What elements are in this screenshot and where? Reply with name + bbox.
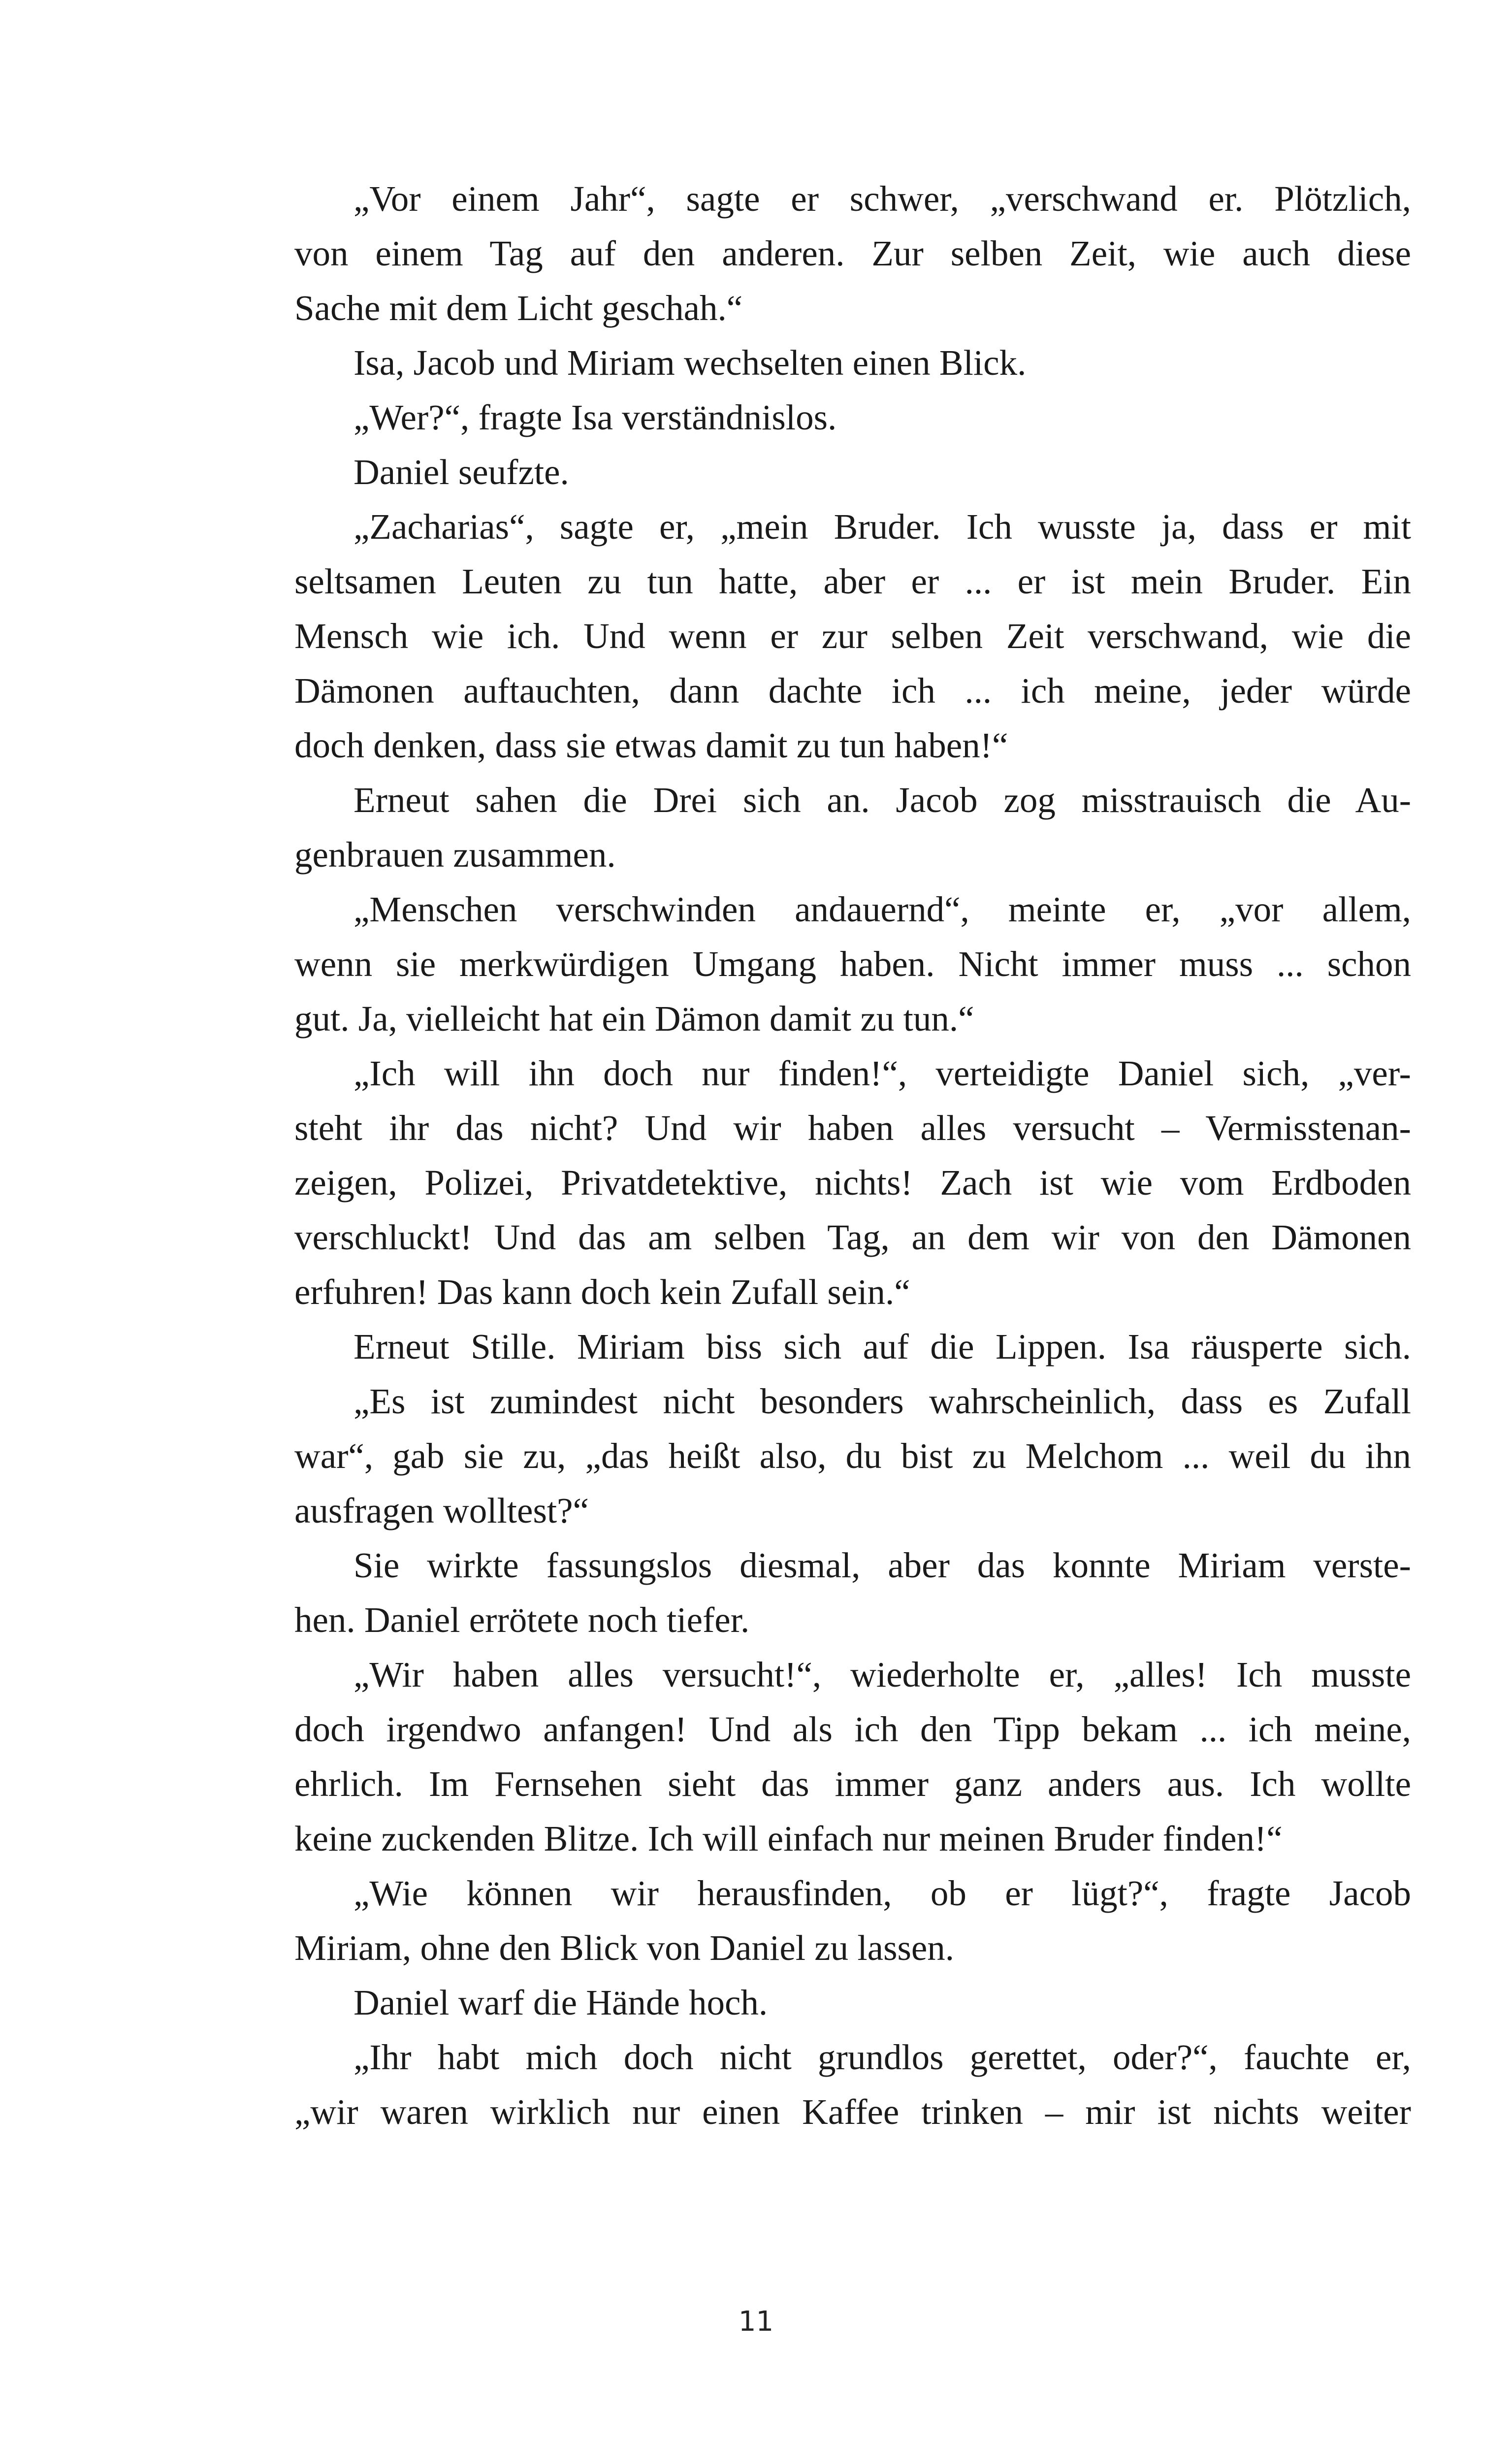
text-line: „Menschen verschwinden andauernd“, meinte er, „vor allem,	[354, 889, 1411, 929]
text-line: „Es ist zumindest nicht besonders wahrscheinlich, dass es Zufall	[354, 1381, 1411, 1421]
text-line: Mensch wie ich. Und wenn er zur selben Zeit verschwand, wie die	[294, 616, 1411, 656]
text-line: verschluckt! Und das am selben Tag, an dem wir von den Dämonen	[294, 1217, 1411, 1257]
text-line: zeigen, Polizei, Privatdetektive, nichts! Zach ist wie vom Erdboden	[294, 1163, 1411, 1203]
text-line: von einem Tag auf den anderen. Zur selben Zeit, wie auch diese	[294, 233, 1411, 273]
text-line: wenn sie merkwürdigen Umgang haben. Nicht immer muss ... schon	[294, 944, 1411, 984]
text-line: hen. Daniel errötete noch tiefer.	[294, 1600, 750, 1640]
text-line: doch denken, dass sie etwas damit zu tun haben!“	[294, 725, 1008, 765]
body-text	[294, 171, 1411, 2139]
text-line: Erneut Stille. Miriam biss sich auf die Lippen. Isa räusperte sich.	[354, 1327, 1411, 1367]
text-line: „Wie können wir herausfinden, ob er lügt?“, fragte Jacob	[354, 1873, 1411, 1913]
text-line: „Wer?“, fragte Isa verständnislos.	[354, 397, 837, 437]
text-line: Sache mit dem Licht geschah.“	[294, 288, 743, 328]
text-line: Isa, Jacob und Miriam wechselten einen Blick.	[354, 343, 1027, 383]
text-line: ehrlich. Im Fernsehen sieht das immer ganz anders aus. Ich wollte	[294, 1764, 1411, 1804]
text-line: gut. Ja, vielleicht hat ein Dämon damit zu tun.“	[294, 999, 974, 1039]
text-line: „Ihr habt mich doch nicht grundlos gerettet, oder?“, fauchte er,	[354, 2037, 1411, 2077]
text-line: Miriam, ohne den Blick von Daniel zu lassen.	[294, 1928, 955, 1968]
text-line: doch irgendwo anfangen! Und als ich den Tipp bekam ... ich meine,	[294, 1709, 1411, 1749]
text-line: ausfragen wolltest?“	[294, 1491, 589, 1531]
text-line: Erneut sahen die Drei sich an. Jacob zog misstrauisch die Au-	[354, 780, 1411, 820]
text-line: „Ich will ihn doch nur finden!“, verteidigte Daniel sich, „ver-	[354, 1053, 1411, 1093]
text-line: seltsamen Leuten zu tun hatte, aber er ... er ist mein Bruder. Ein	[294, 561, 1411, 601]
text-line: Daniel warf die Hände hoch.	[354, 1983, 768, 2022]
text-line: „Wir haben alles versucht!“, wiederholte er, „alles! Ich musste	[354, 1655, 1411, 1694]
text-line: erfuhren! Das kann doch kein Zufall sein.“	[294, 1272, 910, 1312]
text-line: Daniel seufzte.	[354, 452, 569, 492]
text-line: steht ihr das nicht? Und wir haben alles versucht – Vermisstenan-	[294, 1108, 1411, 1148]
text-line: Sie wirkte fassungslos diesmal, aber das konnte Miriam verste-	[354, 1545, 1411, 1585]
text-line: keine zuckenden Blitze. Ich will einfach nur meinen Bruder finden!“	[294, 1819, 1283, 1858]
text-line: „Zacharias“, sagte er, „mein Bruder. Ich wusste ja, dass er mit	[354, 507, 1411, 547]
text-line: war“, gab sie zu, „das heißt also, du bist zu Melchom ... weil du ihn	[294, 1436, 1411, 1476]
page-number: 11	[738, 2306, 774, 2338]
text-line: „wir waren wirklich nur einen Kaffee trinken – mir ist nichts weiter	[294, 2092, 1411, 2132]
text-line: Dämonen auftauchten, dann dachte ich ... ich meine, jeder würde	[294, 671, 1411, 711]
text-line: genbrauen zusammen.	[294, 835, 616, 875]
text-line: „Vor einem Jahr“, sagte er schwer, „verschwand er. Plötzlich,	[354, 179, 1411, 219]
